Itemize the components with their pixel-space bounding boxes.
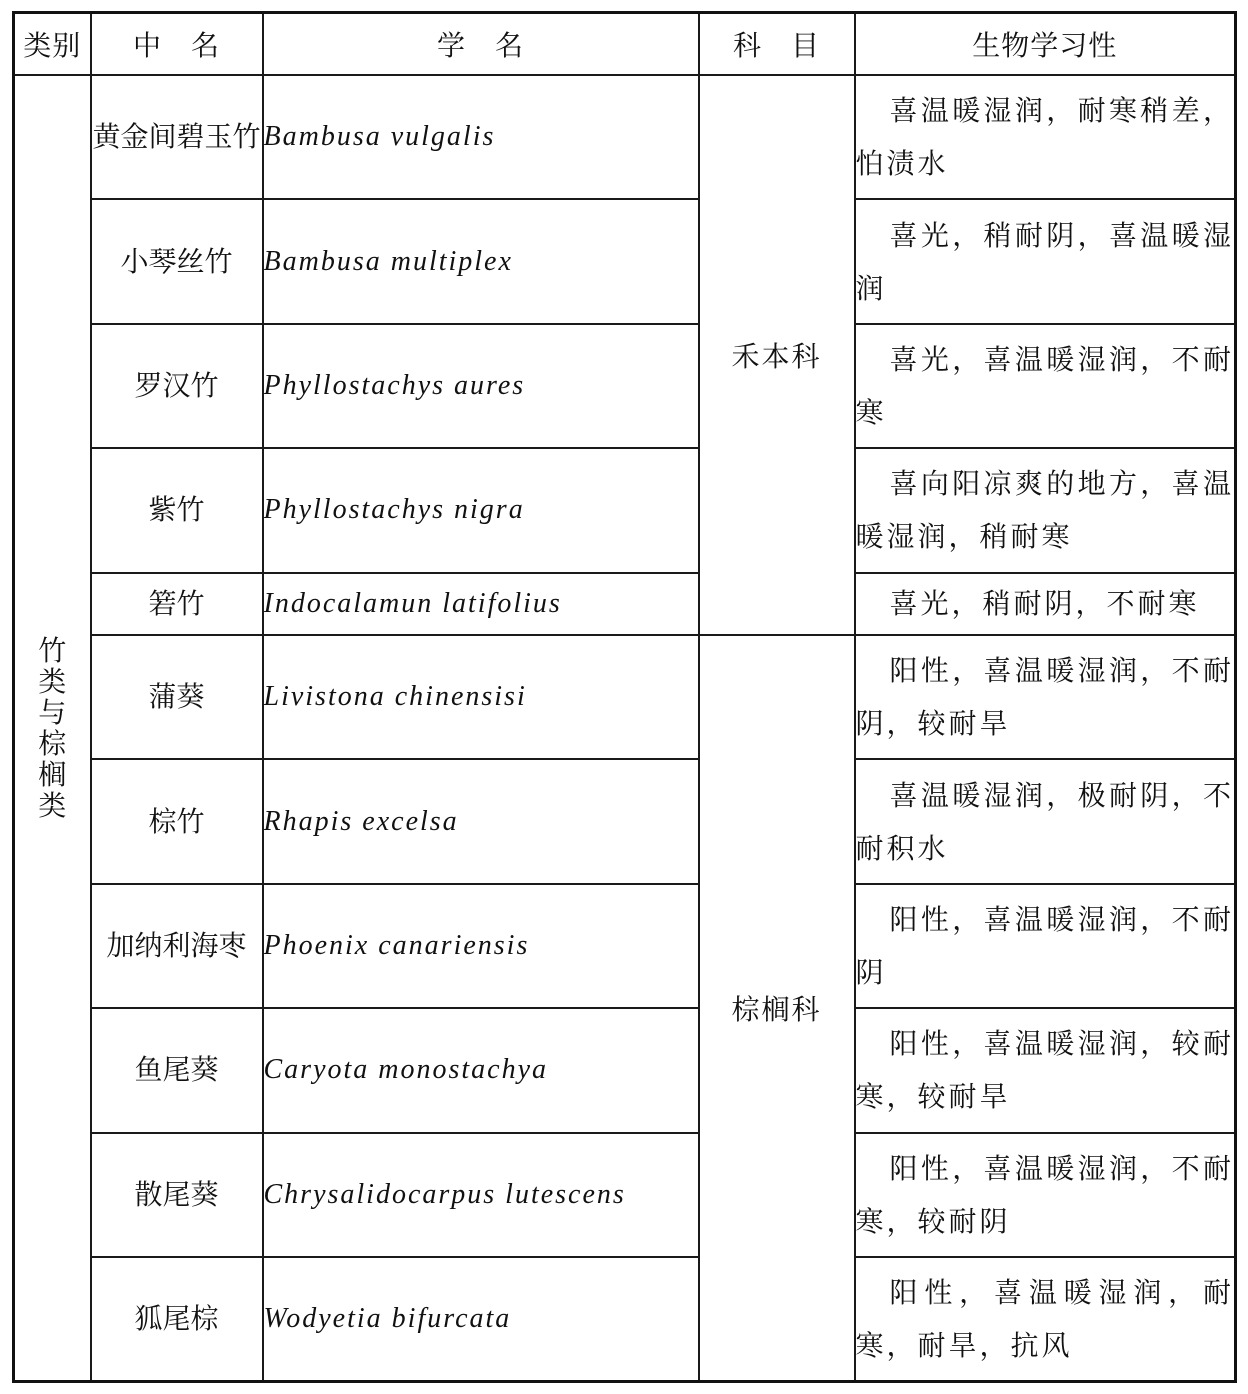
habit-cell: 阳性，喜温暖湿润，不耐阴 bbox=[855, 884, 1236, 1008]
scientific-name-cell: Wodyetia bifurcata bbox=[263, 1257, 699, 1382]
scientific-name-cell: Livistona chinensisi bbox=[263, 635, 699, 759]
habit-cell: 喜温暖湿润，耐寒稍差，怕渍水 bbox=[855, 75, 1236, 199]
table-row bbox=[14, 1133, 1236, 1257]
header-scientific-name: 学 名 bbox=[263, 13, 699, 76]
scientific-name-cell: Bambusa multiplex bbox=[263, 199, 699, 323]
table-row bbox=[14, 199, 1236, 323]
table-row bbox=[14, 324, 1236, 448]
scientific-name-cell: Indocalamun latifolius bbox=[263, 573, 699, 635]
habit-cell: 喜光，稍耐阴，不耐寒 bbox=[855, 573, 1236, 635]
chinese-name-cell: 黄金间碧玉竹 bbox=[91, 75, 263, 199]
chinese-name-cell: 罗汉竹 bbox=[91, 324, 263, 448]
chinese-name-cell: 散尾葵 bbox=[91, 1133, 263, 1257]
scientific-name-cell: Chrysalidocarpus lutescens bbox=[263, 1133, 699, 1257]
habit-cell: 喜向阳凉爽的地方，喜温暖湿润，稍耐寒 bbox=[855, 448, 1236, 572]
habit-cell: 阳性，喜温暖湿润，不耐寒，较耐阴 bbox=[855, 1133, 1236, 1257]
header-row bbox=[14, 13, 1236, 76]
table-row bbox=[14, 635, 1236, 759]
chinese-name-cell: 棕竹 bbox=[91, 759, 263, 883]
header-chinese-name: 中 名 bbox=[91, 13, 263, 76]
chinese-name-cell: 加纳利海枣 bbox=[91, 884, 263, 1008]
scientific-name-cell: Caryota monostachya bbox=[263, 1008, 699, 1132]
habit-cell: 阳性，喜温暖湿润，耐寒，耐旱，抗风 bbox=[855, 1257, 1236, 1382]
table-row bbox=[14, 884, 1236, 1008]
scientific-name-cell: Phoenix canariensis bbox=[263, 884, 699, 1008]
table-row bbox=[14, 448, 1236, 572]
habit-cell: 阳性，喜温暖湿润，不耐阴，较耐旱 bbox=[855, 635, 1236, 759]
header-category: 类别 bbox=[14, 13, 91, 76]
table-row bbox=[14, 759, 1236, 883]
scientific-name-cell: Bambusa vulgalis bbox=[263, 75, 699, 199]
chinese-name-cell: 紫竹 bbox=[91, 448, 263, 572]
habit-cell: 喜光，喜温暖湿润，不耐寒 bbox=[855, 324, 1236, 448]
chinese-name-cell: 鱼尾葵 bbox=[91, 1008, 263, 1132]
table-row bbox=[14, 1008, 1236, 1132]
family-cell-arecaceae: 棕榈科 bbox=[699, 635, 855, 1382]
category-label: 竹类与棕榈类 bbox=[38, 634, 67, 822]
scientific-name-cell: Phyllostachys aures bbox=[263, 324, 699, 448]
table-row bbox=[14, 1257, 1236, 1382]
chinese-name-cell: 小琴丝竹 bbox=[91, 199, 263, 323]
chinese-name-cell: 蒲葵 bbox=[91, 635, 263, 759]
chinese-name-cell: 箬竹 bbox=[91, 573, 263, 635]
scientific-name-cell: Phyllostachys nigra bbox=[263, 448, 699, 572]
habit-cell: 喜温暖湿润，极耐阴，不耐积水 bbox=[855, 759, 1236, 883]
chinese-name-cell: 狐尾棕 bbox=[91, 1257, 263, 1382]
family-cell-poaceae: 禾本科 bbox=[699, 75, 855, 635]
plant-species-table bbox=[12, 11, 1237, 1383]
category-cell bbox=[14, 75, 91, 1382]
header-family: 科 目 bbox=[699, 13, 855, 76]
table-row bbox=[14, 75, 1236, 199]
scientific-name-cell: Rhapis excelsa bbox=[263, 759, 699, 883]
habit-cell: 阳性，喜温暖湿润，较耐寒，较耐旱 bbox=[855, 1008, 1236, 1132]
table-row bbox=[14, 573, 1236, 635]
habit-cell: 喜光，稍耐阴，喜温暖湿润 bbox=[855, 199, 1236, 323]
header-habit: 生物学习性 bbox=[855, 13, 1236, 76]
